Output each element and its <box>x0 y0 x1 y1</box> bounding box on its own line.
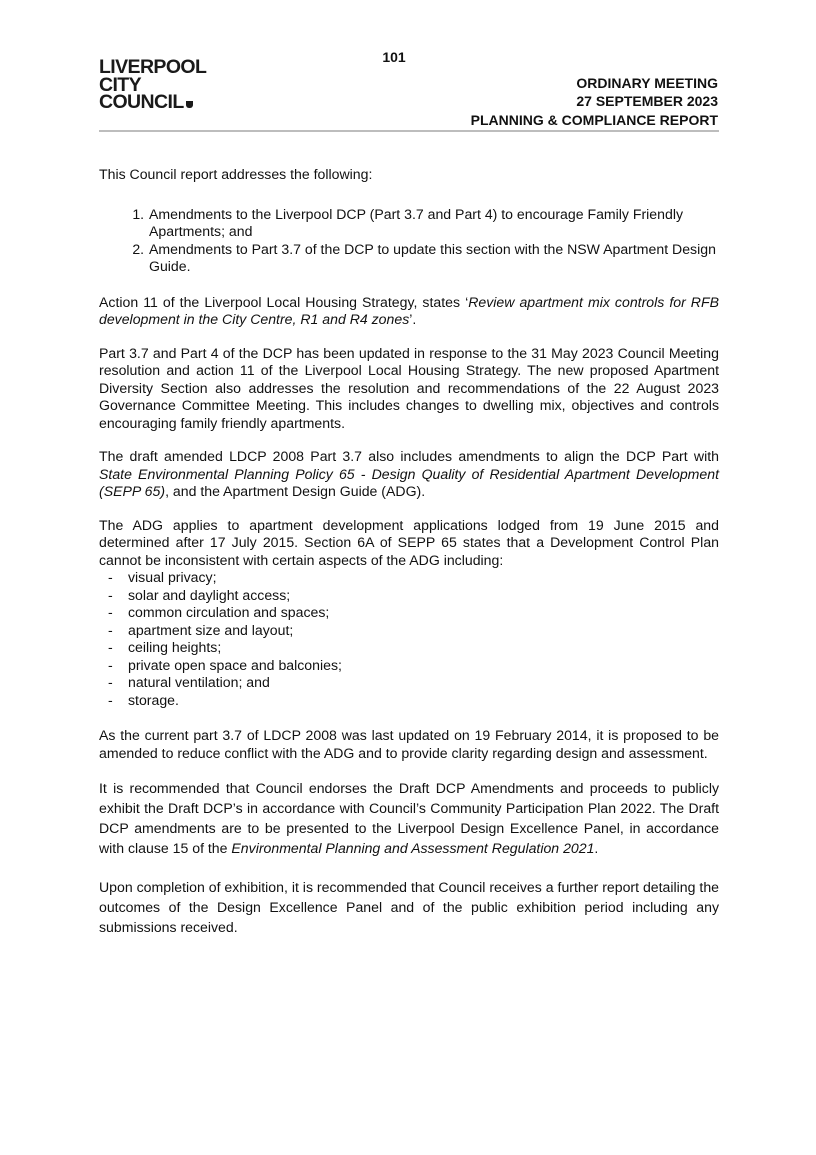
recommendation-text: It is recommended that Council endorses the Draft DCP Amendments and proceeds to publicly exhibit the Draft DCP’s in accordance with Council’s Community Participation Plan 2022. The Draft DCP amendments are to be presented to the Liverpool Design Excellence Panel, in accordance with clause 15 of the <box>99 780 719 856</box>
adg-item: - apartment size and layout; <box>99 622 719 640</box>
adg-item: - natural ventilation; and <box>99 674 719 692</box>
adg-item: - common circulation and spaces; <box>99 604 719 622</box>
meeting-title: ORDINARY MEETING <box>576 75 718 91</box>
report-title: PLANNING & COMPLIANCE REPORT <box>470 112 718 128</box>
regulation-title: Environmental Planning and Assessment Regulation 2021 <box>231 840 595 856</box>
recommendation-suffix: . <box>594 840 599 856</box>
adg-paragraph: The ADG applies to apartment development applications lodged from 19 June 2015 and determined after 17 July 2015. Section 6A of SEPP 65 states that a Development Control Plan cannot be inconsistent with certain aspects of the ADG including: <box>99 516 719 568</box>
meeting-date: 27 SEPTEMBER 2023 <box>576 92 718 109</box>
adg-item: - private open space and balconies; <box>99 657 719 675</box>
logo-mark-icon <box>186 101 193 108</box>
action-text: Action 11 of the Liverpool Local Housing Strategy, states ‘ <box>99 293 469 310</box>
current-part-paragraph: As the current part 3.7 of LDCP 2008 was last updated on 19 February 2014, it is proposed to be amended to reduce conflict with the ADG and to provide clarity regarding design and assessment. <box>99 727 719 761</box>
report-header <box>471 75 718 130</box>
header-divider <box>99 130 719 132</box>
draft-ldcp-paragraph <box>99 448 719 501</box>
draft-text: The draft amended LDCP 2008 Part 3.7 also includes amendments to align the DCP Part with <box>99 448 719 464</box>
intro-paragraph: This Council report addresses the following: <box>99 166 373 182</box>
report-body <box>99 166 719 953</box>
logo-line-3 <box>99 91 206 113</box>
adg-aspects-list <box>99 569 719 709</box>
action-suffix: ’. <box>409 311 417 327</box>
action-11-paragraph <box>99 294 719 329</box>
amendment-item-2: 2. Amendments to Part 3.7 of the DCP to update this section with the NSW Apartment Design Guide. <box>148 241 719 276</box>
draft-suffix: , and the Apartment Design Guide (ADG). <box>165 483 426 499</box>
dcp-updated-paragraph: Part 3.7 and Part 4 of the DCP has been updated in response to the 31 May 2023 Council Meeting resolution and action 11 of the Liverpool Local Housing Strategy. The new proposed Apartment Diversity Section also addresses the resolution and recommendations of the 22 August 2023 Governance Committee Meeting. This includes changes to dwelling mix, objectives and controls encouraging family friendly apartments. <box>99 344 719 431</box>
action-quote: Review apartment mix controls for RFB development in the City Centre, R1 and R4 zones <box>99 293 719 327</box>
logo-line-3-text: COUNCIL <box>99 91 184 113</box>
adg-item: - solar and daylight access; <box>99 587 719 605</box>
liverpool-city-council-logo <box>99 56 207 113</box>
logo-line-1: LIVERPOOL <box>99 56 207 78</box>
adg-item: - visual privacy; <box>99 569 719 587</box>
logo-line-2: CITY <box>99 73 142 96</box>
adg-item: - ceiling heights; <box>99 639 719 657</box>
completion-paragraph: Upon completion of exhibition, it is recommended that Council receives a further report detailing the outcomes of the Design Excellence Panel and of the public exhibition period including any submissions received. <box>99 879 719 935</box>
page-number: 101 <box>382 49 406 65</box>
recommendation-paragraph <box>99 778 719 858</box>
adg-item: - storage. <box>99 692 719 710</box>
amendment-item-1: 1. Amendments to the Liverpool DCP (Part 3.7 and Part 4) to encourage Family Friendly Apartments; and <box>148 206 719 241</box>
sepp65-title: State Environmental Planning Policy 65 - Design Quality of Residential Apartment Development (SEPP 65) <box>99 465 719 499</box>
amendments-list <box>99 206 719 276</box>
